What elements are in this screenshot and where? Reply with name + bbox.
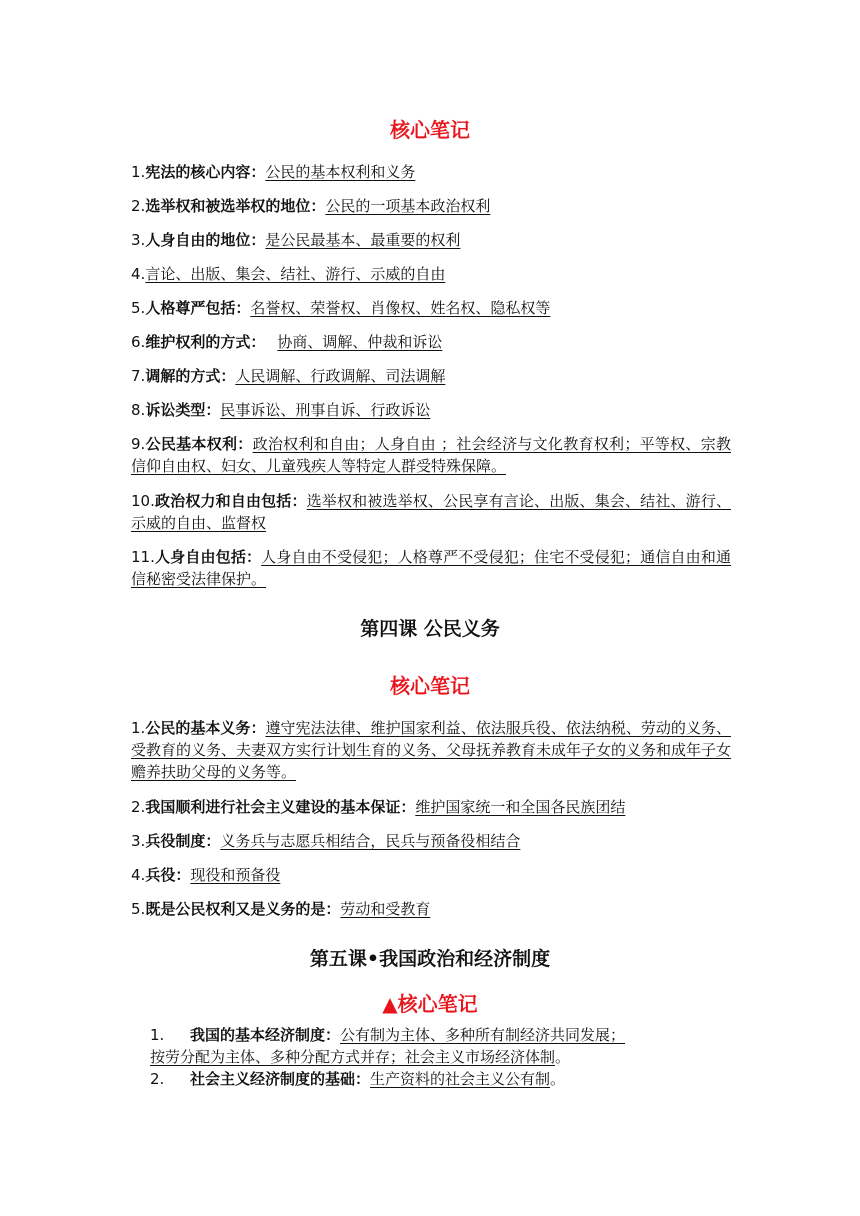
item-answer: 维护国家统一和全国各民族团结 (415, 798, 626, 816)
item-label: 人身自由的地位： (145, 231, 266, 249)
item-number: 1. (131, 163, 146, 181)
item-number: 4. (131, 265, 146, 283)
item-tail: 。 (555, 1048, 571, 1066)
note-item-1-1 (131, 161, 731, 183)
note-item-1-6 (131, 331, 731, 353)
item-answer: 公民的基本权利和义务 (265, 163, 416, 181)
item-answer: 民事诉讼、刑事自诉、行政诉讼 (220, 401, 431, 419)
item-number: 2. (150, 1070, 165, 1088)
item-answer: 言论、出版、集会、结社、游行、示威的自由 (145, 265, 446, 283)
item-answer: 人民调解、行政调解、司法调解 (235, 367, 446, 385)
note-item-1-2 (131, 195, 731, 217)
item-answer: 人身自由不受侵犯；人格尊严不受侵犯；住宅不受侵犯；通信自由和通信秘密受法律保护。 (131, 548, 731, 588)
note-item-1-3 (131, 229, 731, 251)
lesson-5-title: 第五课•我国政治和经济制度 (309, 948, 551, 970)
item-answer: 是公民最基本、最重要的权利 (265, 231, 461, 249)
item-answer: 协商、调解、仲裁和诉讼 (277, 333, 443, 351)
item-label: 调解的方式： (145, 367, 236, 385)
item-number: 3. (131, 832, 146, 850)
numbered-item-3-1-continuation (150, 1046, 750, 1068)
item-label: 社会主义经济制度的基础： (190, 1070, 371, 1088)
item-number: 11. (131, 548, 155, 566)
item-label: 诉讼类型： (145, 401, 221, 419)
item-number: 9. (131, 435, 146, 453)
item-label: 政治权力和自由包括： (154, 492, 307, 510)
item-label: 维护权利的方式： (145, 333, 266, 351)
item-number: 5. (131, 900, 146, 918)
item-number: 1. (131, 719, 146, 737)
note-item-1-9 (131, 433, 731, 477)
item-answer: 按劳分配为主体、多种分配方式并存；社会主义市场经济体制 (150, 1048, 556, 1066)
item-answer: 劳动和受教育 (340, 900, 431, 918)
item-label: 人身自由包括： (154, 548, 262, 566)
item-number: 2. (131, 798, 146, 816)
note-item-1-8 (131, 399, 731, 421)
item-label: 我国顺利进行社会主义建设的基本保证： (145, 798, 416, 816)
item-answer: 公有制为主体、多种所有制经济共同发展； (340, 1026, 626, 1044)
section-heading-core-notes-3: ▲核心笔记 (382, 992, 478, 1016)
section-heading-core-notes-1: 核心笔记 (390, 118, 470, 142)
item-answer: 生产资料的社会主义公有制 (370, 1070, 551, 1088)
item-number: 10. (131, 492, 155, 510)
note-item-1-11 (131, 546, 731, 590)
item-label: 公民基本权利： (145, 435, 253, 453)
item-answer: 义务兵与志愿兵相结合，民兵与预备役相结合 (220, 832, 521, 850)
item-label: 兵役制度： (145, 832, 221, 850)
item-label: 公民的基本义务： (145, 719, 266, 737)
item-label: 兵役： (145, 866, 191, 884)
item-number: 5. (131, 299, 146, 317)
item-label: 选举权和被选举权的地位： (145, 197, 326, 215)
item-number: 2. (131, 197, 146, 215)
note-item-2-5 (131, 898, 731, 920)
item-number: 6. (131, 333, 146, 351)
item-number: 7. (131, 367, 146, 385)
item-number: 8. (131, 401, 146, 419)
note-item-2-1 (131, 717, 731, 783)
item-answer: 政治权利和自由；人身自由 ；社会经济与文化教育权利；平等权、宗教信仰自由权、妇女、儿童残疾人等特定人群受特殊保障。 (131, 435, 731, 475)
numbered-item-3-2 (150, 1068, 750, 1090)
item-answer: 选举权和被选举权、公民享有言论、出版、集会、结社、游行、示威的自由、监督权 (131, 492, 731, 532)
item-label: 人格尊严包括： (145, 299, 251, 317)
note-item-2-2 (131, 796, 731, 818)
numbered-item-3-1 (150, 1024, 750, 1046)
item-label: 我国的基本经济制度： (190, 1026, 341, 1044)
note-item-1-5 (131, 297, 731, 319)
item-number: 1. (150, 1026, 165, 1044)
item-number: 4. (131, 866, 146, 884)
item-answer: 现役和预备役 (190, 866, 281, 884)
item-label: 既是公民权利又是义务的是： (145, 900, 341, 918)
section-heading-core-notes-2: 核心笔记 (390, 674, 470, 698)
item-number: 3. (131, 231, 146, 249)
note-item-1-10 (131, 490, 731, 534)
item-answer: 名誉权、荣誉权、肖像权、姓名权、隐私权等 (250, 299, 551, 317)
item-answer: 公民的一项基本政治权利 (325, 197, 491, 215)
item-label: 宪法的核心内容： (145, 163, 266, 181)
note-item-2-3 (131, 830, 731, 852)
note-item-2-4 (131, 864, 731, 886)
note-item-1-7 (131, 365, 731, 387)
item-answer: 遵守宪法法律、维护国家利益、依法服兵役、依法纳税、劳动的义务、受教育的义务、夫妻双方实行计划生育的义务、父母抚养教育未成年子女的义务和成年子女赡养扶助父母的义务等。 (131, 719, 732, 781)
lesson-4-title: 第四课 公民义务 (360, 618, 500, 640)
note-item-1-4 (131, 263, 731, 285)
item-tail: 。 (550, 1070, 566, 1088)
